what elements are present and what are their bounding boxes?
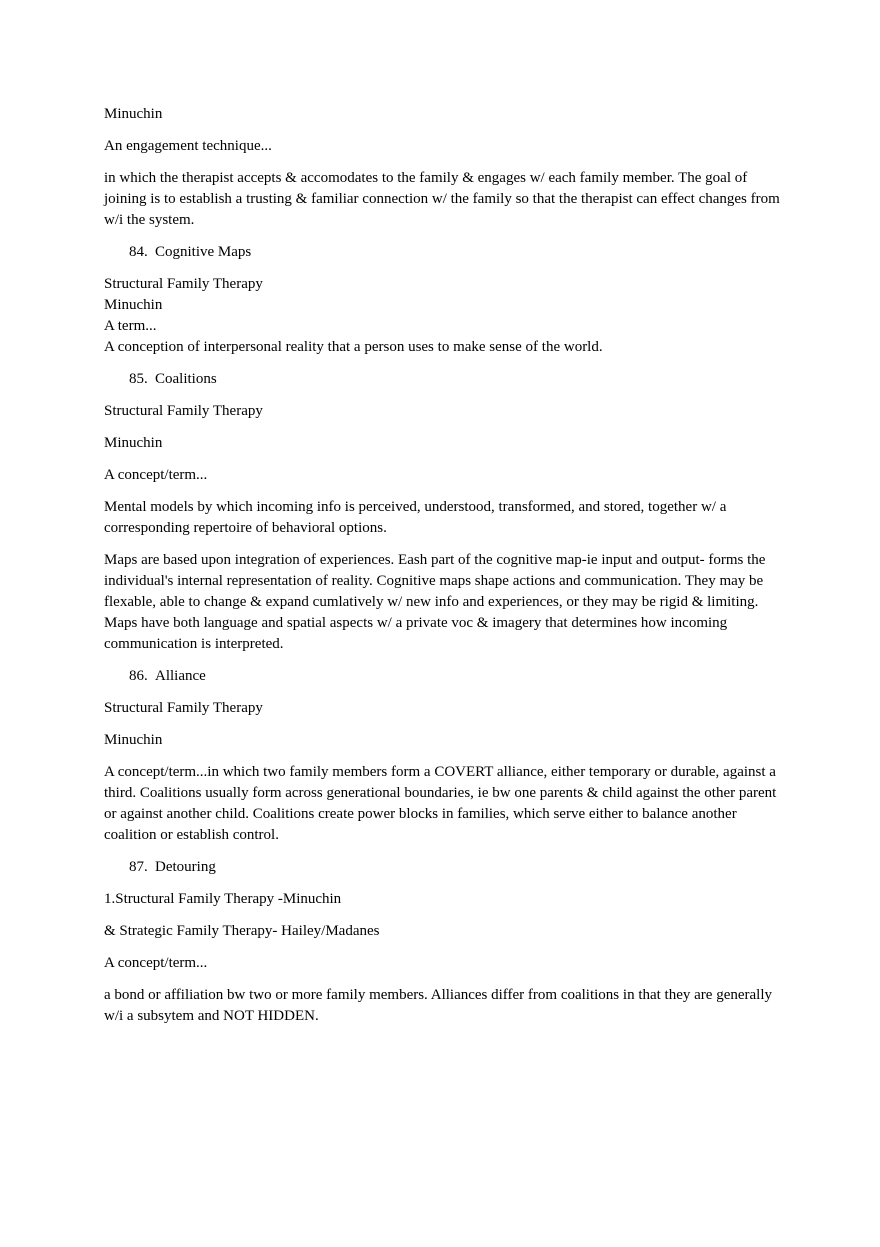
- paragraph: Structural Family Therapy: [104, 276, 263, 292]
- paragraph: Structural Family Therapy: [104, 403, 263, 419]
- item-number: 87.: [129, 859, 148, 875]
- paragraph: An engagement technique...: [104, 138, 272, 154]
- paragraph: Maps are based upon integration of experiences. Eash part of the cognitive map-ie input and output- forms the individual's internal representation of reality. Cognitive maps shape actions and communication. They may be flexable, able to change & expand cumlatively w/ new info and experiences, or they may be rigid & limiting. Maps have both language and spatial aspects w/ a private voc & imagery that determines how incoming communication is interpreted.: [104, 552, 766, 652]
- item-number: 84.: [129, 244, 148, 260]
- numbered-heading: [129, 857, 784, 878]
- paragraph: Structural Family Therapy: [104, 700, 263, 716]
- numbered-heading: [129, 666, 784, 687]
- numbered-heading: [129, 242, 784, 263]
- item-number: 86.: [129, 668, 148, 684]
- paragraph: in which the therapist accepts & accomodates to the family & engages w/ each family member. The goal of joining is to establish a trusting & familiar connection w/ the family so that the therapist can effect changes from w/i the system.: [104, 170, 780, 228]
- paragraph: Minuchin: [104, 106, 163, 122]
- numbered-heading: [129, 369, 784, 390]
- paragraph: a bond or affiliation bw two or more family members. Alliances differ from coalitions in that they are generally w/i a subsytem and NOT HIDDEN.: [104, 987, 772, 1024]
- paragraph: Minuchin: [104, 732, 163, 748]
- item-title: Cognitive Maps: [155, 244, 252, 260]
- paragraph: Minuchin: [104, 435, 163, 451]
- paragraph: & Strategic Family Therapy- Hailey/Madanes: [104, 923, 380, 939]
- paragraph: A term...: [104, 318, 157, 334]
- paragraph: Minuchin: [104, 297, 163, 313]
- item-number: 85.: [129, 371, 148, 387]
- item-title: Alliance: [155, 668, 206, 684]
- document-page: [104, 104, 784, 1038]
- paragraph: Mental models by which incoming info is perceived, understood, transformed, and stored, together w/ a corresponding repertoire of behavioral options.: [104, 499, 727, 536]
- paragraph: A conception of interpersonal reality that a person uses to make sense of the world.: [104, 339, 603, 355]
- paragraph: A concept/term...: [104, 467, 208, 483]
- paragraph: A concept/term...: [104, 955, 208, 971]
- item-title: Detouring: [155, 859, 216, 875]
- item-title: Coalitions: [155, 371, 217, 387]
- paragraph: A concept/term...in which two family members form a COVERT alliance, either temporary or durable, against a third. Coalitions usually form across generational boundaries, ie bw one parents & child against the other parent or against another child. Coalitions create power blocks in families, which serve either to balance another coalition or establish control.: [104, 764, 777, 843]
- paragraph: 1.Structural Family Therapy -Minuchin: [104, 891, 342, 907]
